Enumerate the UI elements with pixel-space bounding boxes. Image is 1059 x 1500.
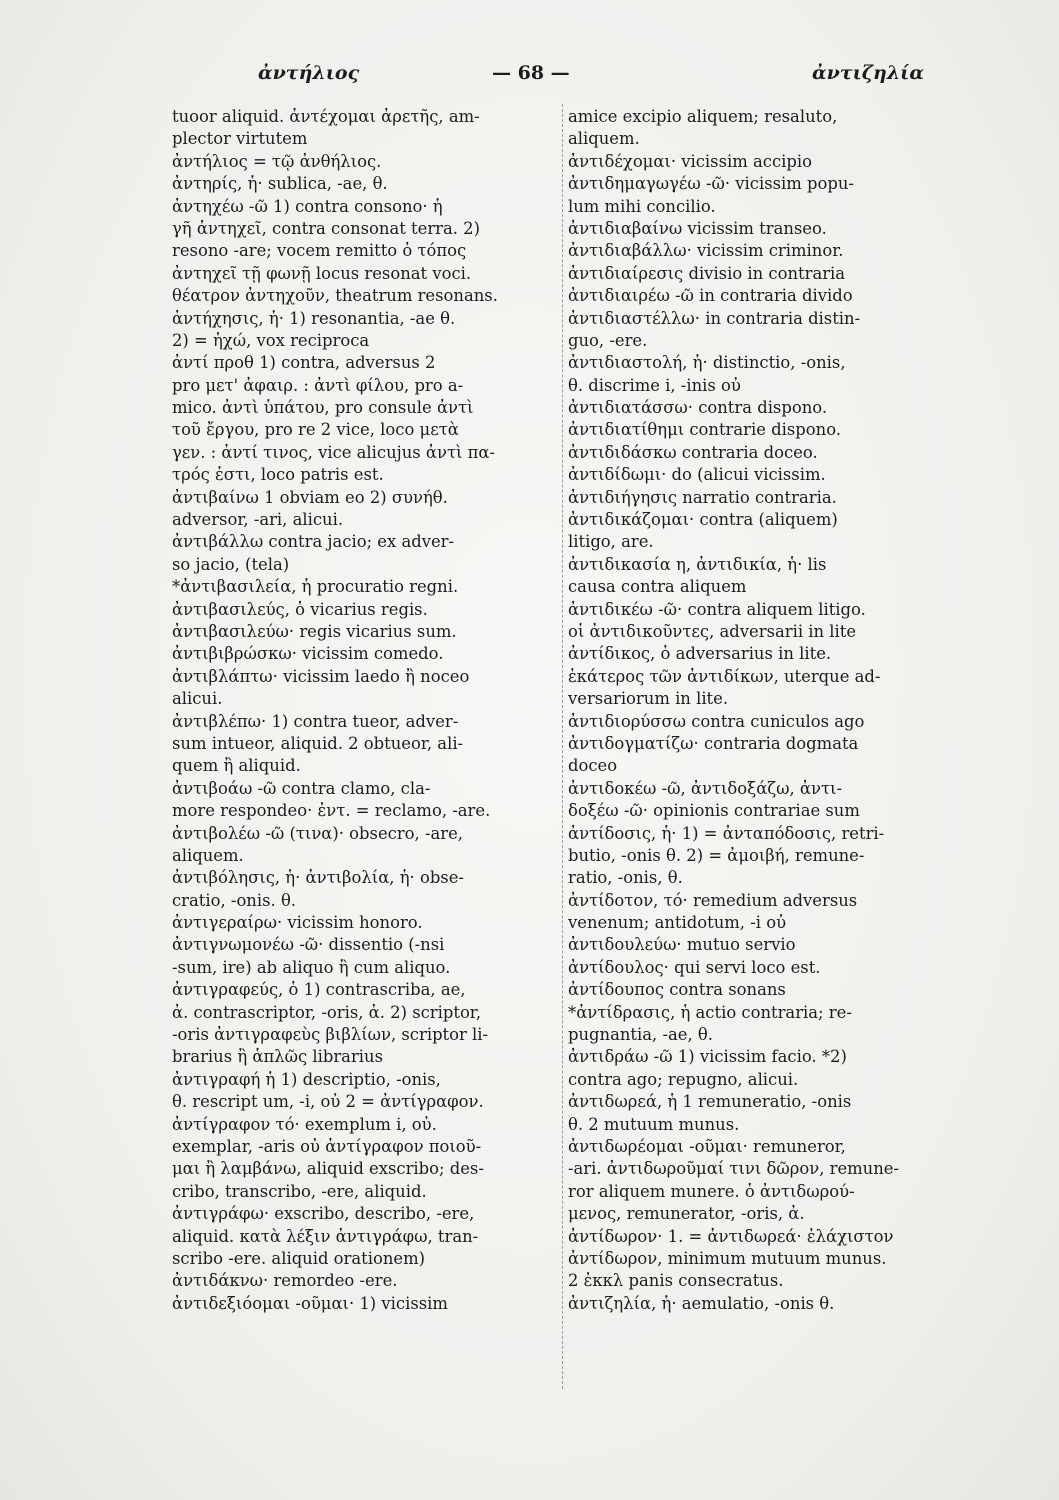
left-column [172, 106, 560, 1315]
text-line: ἀντιδράω -ῶ 1) vicissim facio. *2) [568, 1047, 847, 1067]
text-line: ἀντιβιβρώσκω· vicissim comedo. [172, 644, 444, 664]
text-line: ἀντιδιήγησις narratio contraria. [568, 487, 837, 507]
text-line: ἀντιβόλησις, ἡ· ἀντιβολία, ἡ· obse- [172, 868, 464, 888]
text-line: ἀντιβασιλεύω· regis vicarius sum. [172, 621, 457, 641]
text-line: γεν. : ἀντί τινος, vice alicujus ἀντὶ πα- [172, 442, 496, 462]
text-line: θ. discrime i, -inis οὐ [568, 375, 741, 395]
text-line: μενος, remunerator, -oris, ἀ. [568, 1204, 805, 1224]
text-line: ἀντιδικέω -ῶ· contra aliquem litigo. [568, 599, 866, 619]
text-line: ἀντιβαίνω 1 obviam eo 2) συνήθ. [172, 487, 448, 507]
text-line: amice excipio aliquem; resaluto, [568, 107, 838, 126]
text-line: *ἀντιβασιλεία, ἡ procuratio regni. [172, 577, 459, 597]
text-line: brarius ἢ ἁπλῶς librarius [172, 1047, 383, 1067]
text-line: ἀντιδιατίθημι contrarie dispono. [568, 420, 841, 440]
text-line: ἀντίδοτον, τό· remedium adversus [568, 890, 858, 910]
text-line: ἀντήχησις, ἡ· 1) resonantia, -ae θ. [172, 308, 456, 328]
text-line: butio, -onis θ. 2) = ἀμοιβή, remune- [568, 845, 865, 865]
text-line: guo, -ere. [568, 330, 648, 350]
text-line: *ἀντίδρασις, ἡ actio contraria; re- [568, 1002, 852, 1022]
text-line: so jacio, (tela) [172, 554, 290, 574]
text-line: ἀντιδιαστέλλω· in contraria distin- [568, 308, 861, 328]
text-line: contra ago; repugno, alicui. [568, 1069, 799, 1089]
text-line: ἀντιδάκνω· remordeo -ere. [172, 1271, 398, 1291]
text-line: lum mihi concilio. [568, 196, 716, 216]
text-line: resono -are; vocem remitto ὁ τόπος [172, 241, 467, 261]
text-line: aliquid. κατὰ λέξιν ἀντιγράφω, tran- [172, 1226, 479, 1246]
text-line: ἀντιγραφεύς, ὁ 1) contrascriba, ae, [172, 980, 466, 1000]
text-line: tuoor aliquid. ἀντέχομαι ἀρετῆς, am- [172, 107, 480, 126]
text-line: ἀντίδικος, ὁ adversarius in lite. [568, 644, 832, 664]
text-line: ἀντιβασιλεύς, ὁ vicarius regis. [172, 599, 428, 619]
text-line: ἀντιδιαιρέω -ῶ in contraria divido [568, 286, 853, 306]
text-line: ἀντί προθ 1) contra, adversus 2 [172, 353, 436, 373]
text-line: ἀντιδεξιόομαι -οῦμαι· 1) vicissim [172, 1293, 448, 1313]
text-line: ἀντιγνωμονέω -ῶ· dissentio (-nsi [172, 935, 445, 955]
running-head [170, 62, 930, 92]
text-line: causa contra aliquem [568, 577, 747, 597]
column-divider [562, 104, 564, 1389]
text-line: aliquem. [172, 845, 244, 865]
text-line: θ. 2 mutuum munus. [568, 1114, 740, 1134]
text-line: cribo, transcribo, -ere, aliquid. [172, 1181, 427, 1201]
text-line: -sum, ire) ab aliquo ἢ cum aliquo. [172, 957, 451, 977]
text-line: ἀντιβοάω -ῶ contra clamo, cla- [172, 778, 431, 798]
text-line: μαι ἢ λαμβάνω, aliquid exscribo; des- [172, 1159, 484, 1179]
text-line: litigo, are. [568, 532, 654, 552]
text-line: ἀντίδουλος· qui servi loco est. [568, 957, 821, 977]
text-line: doceo [568, 756, 618, 776]
head-first-entry: ἀντήλιος [258, 62, 360, 84]
text-line: τρός ἐστι, loco patris est. [172, 465, 384, 485]
text-line: ἀντιβλέπω· 1) contra tueor, adver- [172, 711, 459, 731]
text-line: ἀντιδημαγωγέω -ῶ· vicissim popu- [568, 174, 854, 194]
head-last-entry: ἀντιζηλία [812, 62, 924, 84]
text-line: ἀντιγεραίρω· vicissim honoro. [172, 913, 423, 933]
text-line: οἱ ἀντιδικοῦντες, adversarii in lite [568, 621, 857, 641]
text-line: plector virtutem [172, 129, 308, 149]
text-line: ἀντίδοσις, ἡ· 1) = ἀνταπόδοσις, retri- [568, 823, 885, 843]
text-line: δοξέω -ῶ· opinionis contrariae sum [568, 801, 860, 821]
text-line: ἀντιδωρέομαι -οῦμαι· remuneror, [568, 1136, 846, 1156]
text-line: γῆ ἀντηχεῖ, contra consonat terra. 2) [172, 218, 481, 238]
text-line: ror aliquem munere. ὁ ἀντιδωρού- [568, 1181, 855, 1201]
text-line: ἀντιδιαίρεσις divisio in contraria [568, 263, 846, 283]
text-line: ἀντιβλάπτω· vicissim laedo ἢ noceo [172, 666, 470, 686]
text-line: ἀντιδιδάσκω contraria doceo. [568, 442, 818, 462]
text-line: ἀντιβολέω -ῶ (τινα)· obsecro, -are, [172, 823, 464, 843]
text-line: ἀντήλιος = τῷ ἀνθήλιος. [172, 151, 382, 171]
text-line: ἀντιδιορύσσω contra cuniculos ago [568, 711, 865, 731]
text-line: aliquem. [568, 129, 640, 149]
text-line: pro μετ' ἀφαιρ. : ἀντὶ φίλου, pro a- [172, 375, 464, 395]
text-line: 2) = ἠχώ, vox reciproca [172, 330, 370, 350]
text-line: ἀντιδέχομαι· vicissim accipio [568, 151, 812, 171]
text-line: ἀντιγράφω· exscribo, describo, -ere, [172, 1204, 475, 1224]
text-line: ἀντιδιατάσσω· contra dispono. [568, 398, 828, 418]
text-line: ἀντιδοκέω -ῶ, ἀντιδοξάζω, ἀντι- [568, 778, 842, 798]
text-line: θ. rescript um, -i, οὐ 2 = ἀντίγραφον. [172, 1092, 484, 1112]
text-line: ἀντιδωρεά, ἡ 1 remuneratio, -onis [568, 1092, 852, 1112]
text-line: ἀντιδουλεύω· mutuo servio [568, 935, 796, 955]
text-line: cratio, -onis. θ. [172, 890, 297, 910]
text-line: ἀντηρίς, ἡ· sublica, -ae, θ. [172, 174, 388, 194]
text-line: pugnantia, -ae, θ. [568, 1025, 713, 1045]
text-line: ἀ. contrascriptor, -oris, ἀ. 2) scriptor, [172, 1002, 482, 1022]
text-line: ἀντιβάλλω contra jacio; ex adver- [172, 532, 455, 552]
text-line: θέατρον ἀντηχοῦν, theatrum resonans. [172, 286, 498, 306]
text-line: ἑκάτερος τῶν ἀντιδίκων, uterque ad- [568, 666, 881, 686]
text-line: sum intueor, aliquid. 2 obtueor, ali- [172, 733, 464, 753]
page-number: — 68 — [492, 62, 570, 84]
text-line: ἀντιδογματίζω· contraria dogmata [568, 733, 859, 753]
text-line: -ari. ἀντιδωροῦμαί τινι δῶρον, remune- [568, 1159, 900, 1179]
text-line: versariorum in lite. [568, 689, 729, 709]
text-line: more respondeo· ἐντ. = reclamo, -are. [172, 801, 491, 821]
text-line: ἀντιγραφή ἡ 1) descriptio, -onis, [172, 1069, 441, 1089]
text-line: ἀντίδωρον, minimum mutuum munus. [568, 1248, 887, 1268]
text-line: ἀντιδικασία η, ἀντιδικία, ἡ· lis [568, 554, 827, 574]
text-line: ἀντίδωρον· 1. = ἀντιδωρεά· ἐλάχιστον [568, 1226, 894, 1246]
text-line: ἀντίδουπος contra sonans [568, 980, 786, 1000]
text-line: exemplar, -aris οὐ ἀντίγραφον ποιοῦ- [172, 1136, 482, 1156]
text-line: ἀντιδίδωμι· do (alicui vicissim. [568, 465, 826, 485]
text-line: ἀντηχέω -ῶ 1) contra consono· ἡ [172, 196, 443, 216]
text-line: adversor, -ari, alicui. [172, 510, 344, 530]
text-line: -oris ἀντιγραφεὺς βιβλίων, scriptor li- [172, 1025, 489, 1045]
text-line: ἀντηχεῖ τῇ φωνῇ locus resonat voci. [172, 263, 472, 283]
text-line: ἀντιδιαβαίνω vicissim transeo. [568, 218, 827, 238]
text-line: ἀντιζηλία, ἡ· aemulatio, -onis θ. [568, 1293, 835, 1313]
text-line: scribo -ere. aliquid orationem) [172, 1248, 426, 1268]
text-line: 2 ἐκκλ panis consecratus. [568, 1271, 784, 1291]
text-line: ratio, -onis, θ. [568, 868, 683, 888]
text-line: τοῦ ἔργου, pro re 2 vice, loco μετὰ [172, 420, 459, 440]
text-line: venenum; antidotum, -i οὐ [568, 913, 787, 933]
text-line: ἀντιδιαβάλλω· vicissim criminor. [568, 241, 844, 261]
text-line: mico. ἀντὶ ὑπάτου, pro consule ἀντὶ [172, 398, 474, 418]
text-line: alicui. [172, 689, 223, 709]
text-line: quem ἢ aliquid. [172, 756, 301, 776]
right-column [568, 106, 936, 1315]
text-line: ἀντίγραφον τό· exemplum i, οὐ. [172, 1114, 437, 1134]
text-line: ἀντιδικάζομαι· contra (aliquem) [568, 510, 838, 530]
text-line: ἀντιδιαστολή, ἡ· distinctio, -onis, [568, 353, 846, 373]
